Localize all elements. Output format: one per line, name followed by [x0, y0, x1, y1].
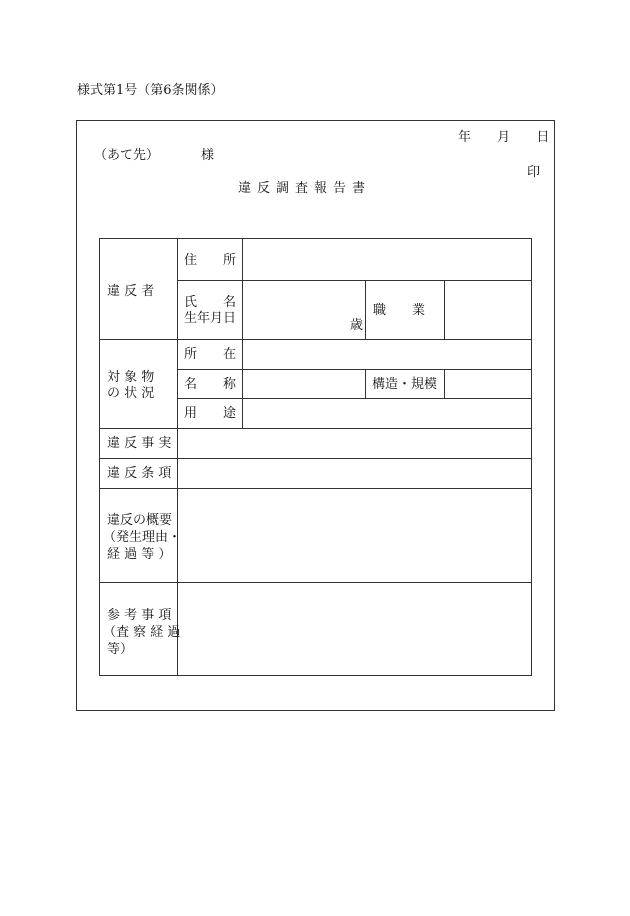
recipient-honorific: 様: [201, 148, 215, 163]
row-divider: [100, 339, 532, 340]
column-divider: [365, 369, 366, 398]
row-divider: [100, 488, 532, 489]
violation-facts-label: 違 反 事 実: [107, 436, 172, 451]
reference-label-3: 等）: [107, 642, 134, 657]
row-divider: [177, 398, 532, 399]
property-status-label-2: の 状 況: [107, 386, 155, 401]
overview-label-2: （発生理由・: [103, 530, 182, 545]
recipient-label: （あて先）: [94, 148, 160, 163]
property-status-label-1: 対 象 物: [107, 370, 155, 385]
form-caption: 様式第1号（第6条関係）: [77, 83, 224, 98]
age-label: 歳: [350, 318, 364, 333]
document-title: 違反調査報告書: [238, 181, 372, 196]
violation-clauses-label: 違 反 条 項: [107, 466, 172, 481]
row-divider: [177, 280, 532, 281]
row-divider: [177, 369, 532, 370]
occupation-label: 職 業: [373, 303, 426, 318]
structure-scale-label: 構造・規模: [372, 377, 438, 392]
location-label: 所 在: [184, 347, 237, 362]
month-label: 月: [497, 130, 511, 145]
column-divider: [365, 280, 366, 339]
usage-label: 用 途: [184, 406, 237, 421]
row-divider: [100, 458, 532, 459]
date-line: [458, 131, 549, 144]
day-label: 日: [536, 130, 550, 145]
year-label: 年: [458, 130, 472, 145]
name-label: 氏 名: [184, 295, 237, 310]
violator-label: 違 反 者: [107, 284, 155, 299]
column-divider: [177, 239, 178, 676]
row-divider: [100, 582, 532, 583]
column-divider: [242, 239, 243, 428]
overview-label-1: 違反の概要: [107, 513, 173, 528]
address-label: 住 所: [184, 253, 237, 268]
reference-label-1: 参 考 事 項: [107, 608, 172, 623]
reference-label-2: （査 察 経 過: [103, 625, 181, 640]
property-name-label: 名 称: [184, 377, 237, 392]
overview-label-3: 経 過 等 ）: [107, 547, 172, 562]
birthdate-label: 生年月日: [184, 311, 237, 326]
column-divider: [444, 369, 445, 398]
seal-label: 印: [527, 165, 541, 180]
row-divider: [100, 428, 532, 429]
report-table: [99, 238, 532, 676]
column-divider: [444, 280, 445, 339]
